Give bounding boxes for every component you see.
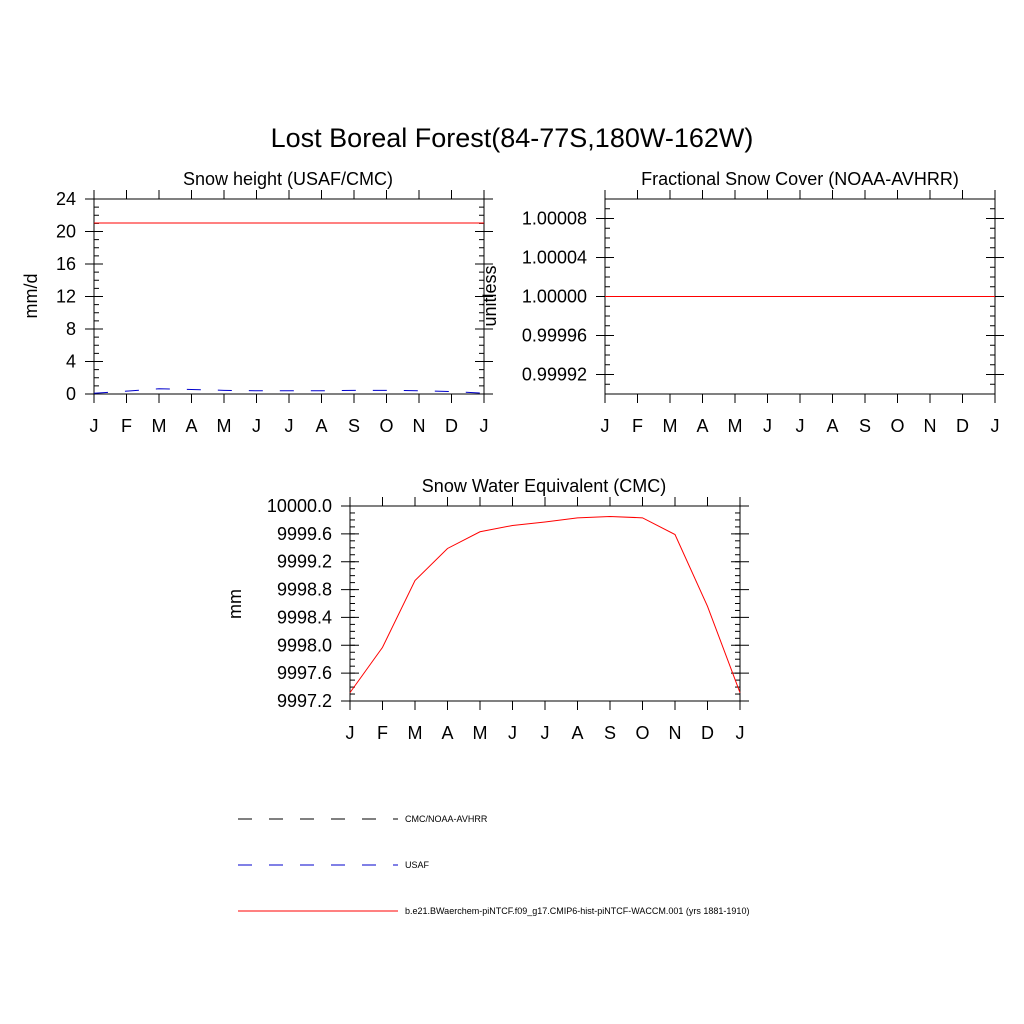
x-tick-label: J xyxy=(252,416,261,436)
x-tick-label: N xyxy=(923,416,937,436)
legend-label-cmc-noaa: CMC/NOAA-AVHRR xyxy=(405,814,488,824)
x-tick-label: M xyxy=(216,416,232,436)
panel-snow-height xyxy=(21,169,493,436)
x-tick-label: F xyxy=(632,416,643,436)
x-tick-label: A xyxy=(696,416,709,436)
plot-area-fractional-snow-cover xyxy=(522,190,1004,436)
x-tick-label: D xyxy=(956,416,969,436)
figure-title: Lost Boreal Forest(84-77S,180W-162W) xyxy=(270,123,754,153)
plot-frame xyxy=(94,199,484,394)
x-tick-label: M xyxy=(727,416,743,436)
x-tick-label: M xyxy=(662,416,678,436)
x-tick-label: O xyxy=(890,416,905,436)
legend-label-usaf: USAF xyxy=(405,860,430,870)
x-tick-label: M xyxy=(407,723,423,743)
series-line xyxy=(350,516,740,692)
x-tick-label: A xyxy=(826,416,839,436)
y-tick-label: 16 xyxy=(55,254,76,274)
legend-item-usaf xyxy=(238,860,430,870)
y-tick-label: 9997.6 xyxy=(276,663,332,684)
y-tick-label: 0 xyxy=(65,384,76,404)
panel-snow-water-equivalent xyxy=(225,476,749,743)
y-tick-label: 9997.2 xyxy=(276,691,332,711)
plot-area-snow-height xyxy=(56,189,493,436)
ylabel-snow-height: mm/d xyxy=(21,273,41,319)
y-tick-label: 1.00000 xyxy=(521,286,587,307)
x-tick-label: S xyxy=(603,723,617,743)
x-tick-label: J xyxy=(508,723,517,743)
plot-frame xyxy=(350,506,740,701)
x-tick-label: O xyxy=(379,416,394,436)
x-tick-label: D xyxy=(701,723,714,743)
panel-title-snow-height: Snow height (USAF/CMC) xyxy=(182,169,394,189)
y-tick-label: 9999.2 xyxy=(276,551,332,572)
x-tick-label: J xyxy=(479,416,489,436)
y-tick-label: 9998.4 xyxy=(276,607,332,628)
ylabel-snow-water-equivalent: mm xyxy=(225,589,245,619)
panel-fractional-snow-cover xyxy=(480,169,1004,436)
series-line xyxy=(94,389,484,393)
panel-title-snow-water-equivalent: Snow Water Equivalent (CMC) xyxy=(421,476,667,496)
y-tick-label: 9998.8 xyxy=(276,579,332,600)
y-tick-label: 20 xyxy=(55,221,76,242)
x-tick-label: O xyxy=(635,723,650,743)
legend-item-cmc-noaa xyxy=(238,814,488,824)
y-tick-label: 9998.0 xyxy=(276,635,332,656)
legend xyxy=(238,814,749,916)
x-tick-label: J xyxy=(735,723,745,743)
x-tick-label: S xyxy=(858,416,872,436)
x-tick-label: F xyxy=(377,723,388,743)
panel-title-fractional-snow-cover: Fractional Snow Cover (NOAA-AVHRR) xyxy=(641,169,959,189)
x-tick-label: J xyxy=(763,416,772,436)
x-tick-label: M xyxy=(472,723,488,743)
x-tick-label: J xyxy=(540,723,550,743)
legend-label-model: b.e21.BWaerchem-piNTCF.f09_g17.CMIP6-hist-piNTCF-WACCM.001 (yrs 1881-1910) xyxy=(405,906,750,916)
x-tick-label: M xyxy=(151,416,167,436)
x-tick-label: A xyxy=(315,416,328,436)
y-tick-label: 1.00004 xyxy=(521,247,587,268)
x-tick-label: N xyxy=(412,416,426,436)
x-tick-label: D xyxy=(445,416,458,436)
x-tick-label: J xyxy=(284,416,294,436)
ylabel-fractional-snow-cover: unitless xyxy=(480,265,500,327)
x-tick-label: J xyxy=(89,416,99,436)
y-tick-label: 10000.0 xyxy=(266,496,332,516)
y-tick-label: 12 xyxy=(55,286,76,307)
x-tick-label: A xyxy=(185,416,198,436)
x-tick-label: J xyxy=(600,416,610,436)
y-tick-label: 0.99996 xyxy=(521,325,587,346)
x-tick-label: J xyxy=(345,723,355,743)
x-tick-label: J xyxy=(990,416,1000,436)
x-tick-label: A xyxy=(571,723,584,743)
y-tick-label: 0.99992 xyxy=(521,364,587,385)
plot-area-snow-water-equivalent xyxy=(267,496,749,743)
x-tick-label: N xyxy=(668,723,682,743)
y-tick-label: 1.00008 xyxy=(521,208,587,229)
x-tick-label: F xyxy=(121,416,132,436)
x-tick-label: A xyxy=(441,723,454,743)
x-tick-label: J xyxy=(795,416,805,436)
y-tick-label: 4 xyxy=(65,351,76,372)
legend-item-model xyxy=(238,906,749,916)
y-tick-label: 24 xyxy=(55,189,76,209)
y-tick-label: 8 xyxy=(65,319,76,339)
y-tick-label: 9999.6 xyxy=(276,523,332,544)
x-tick-label: S xyxy=(347,416,361,436)
